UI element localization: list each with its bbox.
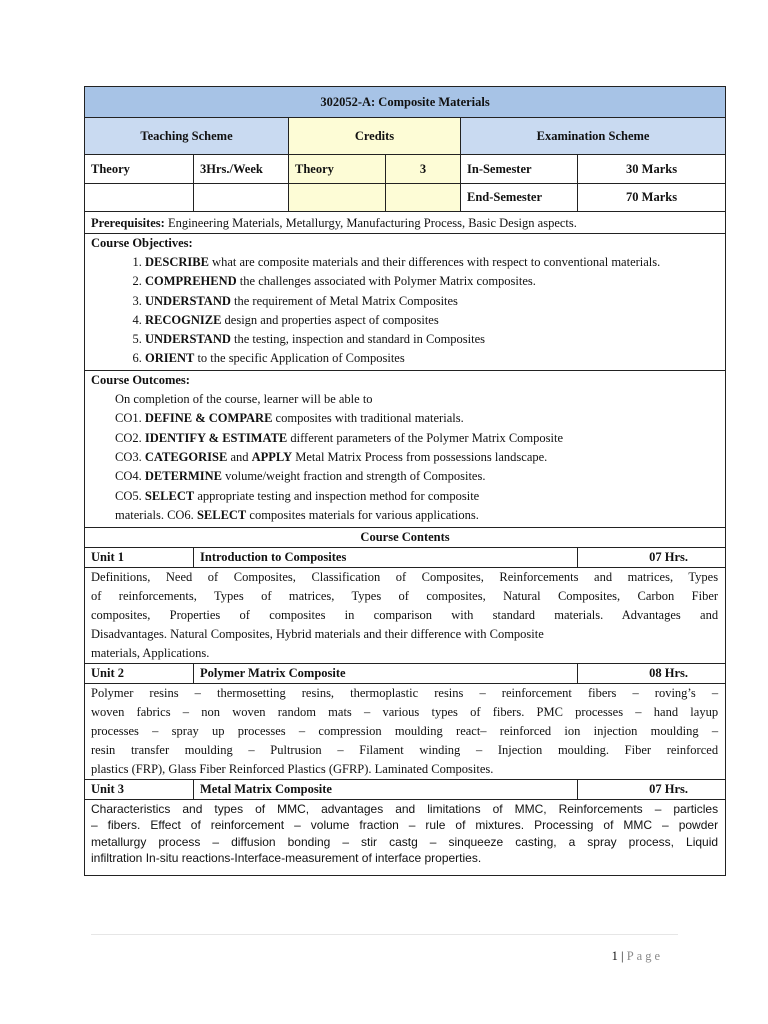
outcome-keyword: DETERMINE: [144, 469, 222, 484]
outcome-text: materials. CO6.: [115, 508, 197, 523]
end-semester-marks: 70 Marks: [578, 184, 726, 212]
outcome-keyword: DEFINE & COMPARE: [144, 411, 273, 426]
objective-text: design and properties aspect of composites: [221, 312, 439, 327]
page-number: [612, 949, 663, 964]
outcome-keyword: IDENTIFY & ESTIMATE: [144, 430, 288, 445]
unit-title: Metal Matrix Composite: [194, 779, 578, 799]
course-objectives-heading: Course Objectives:: [91, 236, 193, 250]
objective-item: [145, 292, 717, 311]
unit-text-line: Polymer resins – thermosetting resins, thermoplastic resins – reinforcement fibers – roving’s –: [91, 685, 719, 700]
credits-theory-label: Theory: [289, 155, 386, 184]
page-word: Page: [626, 949, 663, 963]
empty-cell: [85, 184, 194, 212]
empty-cell: [386, 184, 461, 212]
prerequisites-text: Engineering Materials, Metallurgy, Manufacturing Process, Basic Design aspects.: [164, 215, 577, 230]
objective-keyword: UNDERSTAND: [145, 332, 231, 347]
page-separator: |: [617, 949, 627, 963]
unit-description: [85, 683, 726, 779]
unit-text-line: metallurgy process – diffusion bonding – stir castg – sinqueeze casting, a spray process, Liquid: [91, 834, 719, 849]
outcome-code: CO5.: [115, 488, 145, 503]
outcome-text: composites materials for various applications.: [246, 508, 479, 523]
outcome-text: volume/weight fraction and strength of Composites.: [221, 469, 486, 484]
unit-hours: 07 Hrs.: [578, 547, 726, 567]
objective-item: [145, 330, 717, 349]
objective-text: what are composite materials and their differences with respect to conventional materials.: [208, 255, 661, 269]
objective-keyword: UNDERSTAND: [145, 293, 231, 308]
unit-text-line: infiltration In-situ reactions-Interface-measurement of interface properties.: [91, 851, 482, 866]
syllabus-table: [84, 86, 726, 876]
outcome-co5: [91, 487, 719, 506]
objective-text: the requirement of Metal Matrix Composites: [230, 293, 458, 308]
objective-item: [145, 311, 717, 330]
empty-cell: [289, 184, 386, 212]
teaching-hours-value: 3Hrs./Week: [194, 155, 289, 184]
page-number-value: 1: [611, 949, 618, 963]
objective-text: the challenges associated with Polymer Matrix composites.: [236, 274, 536, 289]
unit-text-line: Definitions, Need of Composites, Classification of Composites, Reinforcements and matrices, Types: [91, 569, 719, 584]
examination-scheme-header: Examination Scheme: [461, 118, 726, 155]
credits-header: Credits: [289, 118, 461, 155]
outcome-text: and: [227, 450, 252, 464]
unit-text-line: composites, Properties of composites in comparison with standard materials. Advantages and: [91, 607, 719, 622]
course-outcomes-heading: Course Outcomes:: [91, 372, 190, 387]
outcome-keyword: SELECT: [144, 488, 195, 503]
teaching-theory-label: Theory: [85, 155, 194, 184]
unit-number: Unit 1: [85, 547, 194, 567]
outcome-code: CO3.: [115, 450, 145, 464]
prerequisites: [85, 212, 726, 234]
outcome-keyword: APPLY: [251, 450, 293, 464]
footer-divider: [91, 934, 678, 935]
unit-title: Polymer Matrix Composite: [194, 663, 578, 683]
objective-keyword: RECOGNIZE: [145, 312, 222, 327]
outcome-text: Metal Matrix Process from possessions landscape.: [292, 450, 548, 464]
objective-keyword: COMPREHEND: [145, 274, 237, 289]
outcome-text: different parameters of the Polymer Matrix Composite: [287, 430, 564, 445]
unit-text-line: processes – spray up processes – compression moulding react– reinforced ion injection moulding –: [91, 723, 719, 738]
outcome-co1: [91, 409, 719, 428]
objective-item: [145, 349, 717, 368]
objective-keyword: ORIENT: [145, 351, 195, 366]
outcome-co4: [91, 467, 719, 486]
outcome-code: CO1.: [115, 411, 145, 426]
unit-hours: 08 Hrs.: [578, 663, 726, 683]
outcome-text: appropriate testing and inspection method for composite: [194, 488, 480, 503]
unit-text-line: plastics (FRP), Glass Fiber Reinforced Plastics (GFRP). Laminated Composites.: [91, 761, 494, 776]
in-semester-label: In-Semester: [461, 155, 578, 184]
objective-item: [145, 272, 717, 291]
unit-text-line: resin transfer moulding – Pultrusion – Filament winding – Injection moulding. Fiber reinforced: [91, 742, 719, 757]
outcome-code: CO4.: [115, 469, 145, 484]
unit-text-line: woven fabrics – non woven random mats – various types of fibers. PMC processes – hand layup: [91, 704, 719, 719]
empty-cell: [194, 184, 289, 212]
outcome-co3: [91, 448, 719, 467]
unit-number: Unit 2: [85, 663, 194, 683]
unit-hours: 07 Hrs.: [578, 779, 726, 799]
course-contents-heading: Course Contents: [85, 527, 726, 547]
outcome-keyword: CATEGORISE: [144, 450, 228, 464]
unit-title: Introduction to Composites: [194, 547, 578, 567]
course-objectives: [85, 234, 726, 371]
unit-text-line: – fibers. Effect of reinforcement – volume fraction – rule of mixtures. Processing of MMC – powder: [91, 818, 719, 833]
teaching-scheme-header: Teaching Scheme: [85, 118, 289, 155]
unit-number: Unit 3: [85, 779, 194, 799]
objective-item: [145, 253, 717, 272]
outcome-text: composites with traditional materials.: [272, 411, 464, 426]
outcome-code: CO2.: [115, 430, 145, 445]
unit-text-line: materials, Applications.: [91, 645, 210, 660]
outcomes-intro: On completion of the course, learner will be able to: [115, 391, 373, 406]
prerequisites-label: Prerequisites:: [91, 215, 165, 230]
end-semester-label: End-Semester: [461, 184, 578, 212]
objective-text: the testing, inspection and standard in Composites: [230, 332, 486, 347]
course-title: 302052-A: Composite Materials: [85, 87, 726, 118]
unit-text-line: Characteristics and types of MMC, advantages and limitations of MMC, Reinforcements – particles: [91, 801, 719, 816]
course-outcomes: [85, 370, 726, 527]
outcome-co2: [91, 429, 719, 448]
objectives-list: [91, 253, 717, 369]
outcome-keyword: SELECT: [196, 508, 247, 523]
in-semester-marks: 30 Marks: [578, 155, 726, 184]
outcome-co6: [91, 506, 719, 525]
unit-description: [85, 567, 726, 663]
unit-text-line: Disadvantages. Natural Composites, Hybrid materials and their difference with Composite: [91, 626, 544, 641]
unit-description: [85, 799, 726, 875]
credits-value: 3: [386, 155, 461, 184]
objective-keyword: DESCRIBE: [145, 255, 209, 269]
unit-text-line: of reinforcements, Types of matrices, Types of composites, Natural Composites, Carbon Fiber: [91, 588, 719, 603]
objective-text: to the specific Application of Composites: [194, 351, 405, 366]
